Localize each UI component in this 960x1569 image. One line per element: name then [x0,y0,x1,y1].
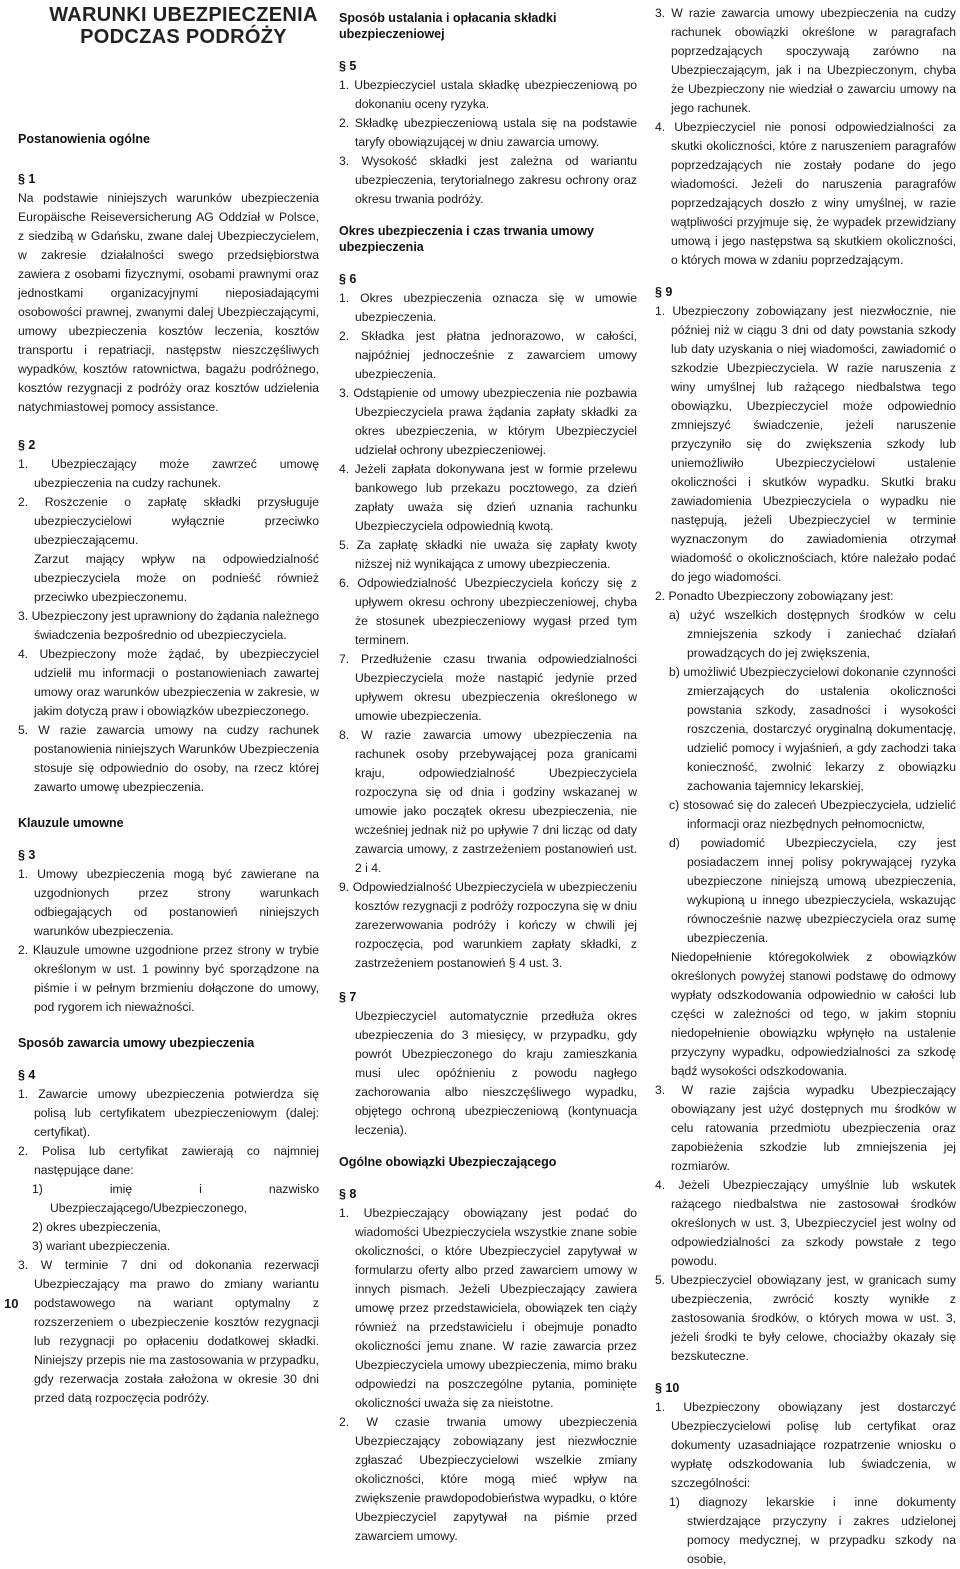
section-heading-general: Postanowienia ogólne [18,132,150,146]
column-3 [655,0,956,1566]
list-item: 2. Składkę ubezpieczeniową ustala się na podstawie taryfy obowiązującej w dniu zawarcia umowy. [339,116,637,149]
list-item: 1. Ubezpieczający może zawrzeć umowę ubezpieczenia na cudzy rachunek. [18,457,319,490]
list-item-continuation: Zarzut mający wpływ na odpowiedzialność ubezpieczyciela może on podnieść również przeciwko ubezpieczonemu. [34,552,319,604]
list-item: 8. W razie zawarcia umowy ubezpieczenia na rachunek osoby przebywającej poza granicami kraju, odpowiedzialność Ubezpieczyciela rozpoczyna się od dnia i godziny wskazanej w umowie jako początek okresu ubezpieczenia, nie wcześniej jednak niż po upływie 7 dni licząc od daty zawarcia umowy, z zastrzeżeniem postanowień ust. 2 i 4. [339,728,637,875]
sub-list-item: 1) imię i nazwisko Ubezpieczającego/Ubezpieczonego, [32,1182,319,1215]
section-heading-period: Okres ubezpieczenia i czas trwania umowy ubezpieczenia [339,224,594,254]
list-item: 4. Jeżeli zapłata dokonywana jest w formie przelewu bankowego lub przekazu pocztowego, za dzień zapłaty uważa się dzień uznania rachunku Ubezpieczyciela odpowiednią kwotą. [339,462,637,533]
section-heading-obligations: Ogólne obowiązki Ubezpieczającego [339,1155,557,1169]
list-item: 1. Ubezpieczony obowiązany jest dostarczyć Ubezpieczycielowi polisę lub certyfikat oraz dokumenty uzasadniające rozpatrzenie wniosku o wypłatę odszkodowania lub świadczenia, w szczególności: [655,1400,956,1490]
document-title [18,4,319,48]
list-item: 3. Wysokość składki jest zależna od wariantu ubezpieczenia, terytorialnego zakresu ochrony oraz okresu trwania podróży. [339,154,637,206]
list-item: 1. Okres ubezpieczenia oznacza się w umowie ubezpieczenia. [339,291,637,324]
paragraph-8-number: § 8 [339,1187,357,1201]
list-item: 2. W czasie trwania umowy ubezpieczenia Ubezpieczający zobowiązany jest niezwłocznie zgłaszać Ubezpieczycielowi wszelkie zmiany okoliczności, które mogą mieć wpływ na zwiększenie prawdopodobieństwa wypadku, o które Ubezpieczyciel zapytywał na piśmie przed zawarciem umowy. [339,1415,637,1543]
sub-list-item: 1) diagnozy lekarskie i inne dokumenty stwierdzające przyczyny i zakres udzielonej pomocy medycznej, w przypadku szkody na osobie, [669,1495,956,1566]
list-item: 9. Odpowiedzialność Ubezpieczyciela w ubezpieczeniu kosztów rezygnacji z podróży rozpoczyna się w dniu zarezerwowania podróży i kończy w chwili jej rozpoczęcia, pod warunkiem zapłaty składki, z zastrzeżeniem postanowień § 4 ust. 3. [339,880,637,970]
list-item: 3. Ubezpieczony jest uprawniony do żądania należnego świadczenia bezpośrednio od ubezpieczyciela. [18,609,319,642]
list-item-continuation: Niedopełnienie któregokolwiek z obowiązków określonych powyżej stanowi podstawę do odmowy wypłaty odszkodowania odpowiednio w całości lub części w zależności od tego, w jakim stopniu niedopełnienie obowiązku wpłynęło na ustalenie przyczyny wypadku, odpowiedzialności za szkodę bądź wysokości odszkodowania. [671,950,956,1078]
section-heading-conclusion: Sposób zawarcia umowy ubezpieczenia [18,1036,255,1050]
sub-list-item: a) użyć wszelkich dostępnych środków w celu zmniejszenia szkody i zaniechać działań prowadzących do jej zwiększenia, [669,608,956,660]
title-line-1: WARUNKI UBEZPIECZENIA [49,4,318,26]
sub-list-item: b) umożliwić Ubezpieczycielowi dokonanie czynności zmierzających do ustalenia okoliczności powstania szkody, zasadności i wysokości roszczenia, dostarczyć oryginalną dokumentację, udzielić pomocy i wyjaśnień, a gdy zachodzi taka konieczność, zwolnić lekarzy z obowiązku zachowania tajemnicy lekarskiej, [669,665,956,793]
paragraph-3-number: § 3 [18,848,36,862]
list-item: 7. Przedłużenie czasu trwania odpowiedzialności Ubezpieczyciela może nastąpić jedynie przed upływem okresu ubezpieczenia określonego w umowie ubezpieczenia. [339,652,637,723]
list-item: 3. W razie zawarcia umowy ubezpieczenia na cudzy rachunek obowiązki określone w paragrafach poprzedzających spoczywają zarówno na Ubezpieczającym, jak i na Ubezpieczonym, chyba że Ubezpieczony nie wiedział o zawarciu umowy na jego rachunek. [655,6,956,115]
list-item: 5. W razie zawarcia umowy na cudzy rachunek postanowienia niniejszych Warunków Ubezpieczenia stosuje się odpowiednio do osoby, na rzecz której zawarto umowę ubezpieczenia. [18,723,319,794]
paragraph-5-number: § 5 [339,59,357,73]
list-item: 3. Odstąpienie od umowy ubezpieczenia nie pozbawia Ubezpieczyciela prawa żądania zapłaty składki za okres ubezpieczenia, w którym Ubezpieczyciel udzielał ochrony ubezpieczeniowej. [339,386,637,457]
paragraph-7-text: Ubezpieczyciel automatycznie przedłuża okres ubezpieczenia do 3 miesięcy, w przypadku, gdy powrót Ubezpieczonego do kraju zamieszkania musi ulec opóźnieniu z powodu nagłego zachorowania albo nieszczęśliwego wypadku, objętego ochroną ubezpieczeniową (kontynuacja leczenia). [355,1009,637,1137]
list-item: 1. Ubezpieczony zobowiązany jest niezwłocznie, nie później niż w ciągu 3 dni od daty powstania szkody lub daty uzyskania o niej wiadomości, zawiadomić o szkodzie Ubezpieczyciela. W razie naruszenia z winy umyślnej lub rażącego niedbalstwa tego obowiązku, Ubezpieczyciel może odpowiednio zmniejszyć świadczenie, jeżeli naruszenie przyczyniło się do zwiększenia szkody lub uniemożliwiło Ubezpieczycielowi ustalenie okoliczności i skutków wypadku. Skutki braku zawiadomienia Ubezpieczyciela o wypadku nie następują, jeżeli Ubezpieczyciel w terminie wyznaczonym do zawiadomienia otrzymał wiadomość o okolicznościach, które należało podać do jego wiadomości. [655,304,956,584]
list-item: 5. Ubezpieczyciel obowiązany jest, w granicach sumy ubezpieczenia, zwrócić koszty wynikłe z zastosowania środków, o których mowa w ust. 3, jeżeli środki te były celowe, chociażby okazały się bezskuteczne. [655,1273,956,1363]
list-item: 1. Ubezpieczyciel ustala składkę ubezpieczeniową po dokonaniu oceny ryzyka. [339,78,637,111]
list-item: 6. Odpowiedzialność Ubezpieczyciela kończy się z upływem okresu ochrony ubezpieczeniowej, chyba że stosunek ubezpieczeniowy wygasł przed tym terminem. [339,576,637,647]
paragraph-10-number: § 10 [655,1381,680,1395]
list-item: 2. Roszczenie o zapłatę składki przysługuje ubezpieczycielowi wyłącznie przeciwko ubezpieczającemu. [18,495,319,547]
list-item: 3. W terminie 7 dni od dokonania rezerwacji Ubezpieczający ma prawo do zmiany wariantu podstawowego na wariant optymalny z rozszerzeniem o ubezpieczenie kosztów rezygnacji lub rezygnacji po opłaceniu dodatkowej składki. Niniejszy przepis nie ma zastosowania w przypadku, gdy rezerwacja została założona w okresie 30 dni przed datą rozpoczęcia podróży. [18,1258,319,1405]
title-line-2: PODCZAS PODRÓŻY [80,26,287,48]
list-item: 2. Klauzule umowne uzgodnione przez strony w trybie określonym w ust. 1 powinny być sporządzone na piśmie i w pełnym brzmieniu dołączone do umowy, pod rygorem ich nieważności. [18,943,319,1014]
column-1 [18,0,319,1405]
paragraph-2-number: § 2 [18,438,36,452]
list-item: 2. Składka jest płatna jednorazowo, w całości, najpóźniej jednocześnie z zawarciem umowy ubezpieczenia. [339,329,637,381]
list-item: 1. Umowy ubezpieczenia mogą być zawierane na uzgodnionych przez strony warunkach odbiegających od postanowień niniejszych warunków ubezpieczenia. [18,867,319,938]
sub-list-item: c) stosować się do zaleceń Ubezpieczyciela, udzielić informacji oraz niezbędnych pełnomocnictw, [669,798,956,831]
list-item: 1. Zawarcie umowy ubezpieczenia potwierdza się polisą lub certyfikatem ubezpieczeniowym (dalej: certyfikat). [18,1087,319,1139]
paragraph-4-number: § 4 [18,1068,36,1082]
list-item: 4. Ubezpieczony może żądać, by ubezpieczyciel udzielił mu informacji o postanowieniach zawartej umowy oraz warunków ubezpieczenia w zakresie, w jakim dotyczą praw i obowiązków ubezpieczonego. [18,647,319,718]
sub-list-item: 3) wariant ubezpieczenia. [32,1239,171,1253]
page-number: 10 [4,1296,19,1311]
paragraph-1-number: § 1 [18,172,36,186]
list-item: 3. W razie zajścia wypadku Ubezpieczający obowiązany jest użyć dostępnych mu środków w celu ratowania przedmiotu ubezpieczenia oraz zapobieżenia szkodzie lub zmniejszenia jej rozmiarów. [655,1083,956,1173]
paragraph-9-number: § 9 [655,285,673,299]
paragraph-1-text: Na podstawie niniejszych warunków ubezpieczenia Europäische Reiseversicherung AG Oddział w Polsce, z siedzibą w Gdańsku, zwane dalej Ubezpieczycielem, w zakresie działalności swego przedsiębiorstwa zawiera z osobami fizycznymi, osobami prawnymi oraz jednostkami organizacyjnymi nieposiadającymi osobowości prawnej, zwanymi dalej Ubezpieczającymi, umowy ubezpieczenia kosztów leczenia, kosztów transportu i repatriacji, następstw nieszczęśliwych wypadków, kosztów ratownictwa, bagażu podróżnego, kosztów rezygnacji z podróży oraz kosztów udzielenia natychmiastowej pomocy assistance. [18,191,319,414]
list-item: 2. Ponadto Ubezpieczony zobowiązany jest: [655,589,894,603]
paragraph-7-number: § 7 [339,990,357,1004]
sub-list-item: d) powiadomić Ubezpieczyciela, czy jest posiadaczem innej polisy pokrywającej ryzyka ubezpieczone niniejszą umową ubezpieczenia, wykupioną u innego ubezpieczyciela, wskazując równocześnie nazwę ubezpieczyciela oraz sumę ubezpieczenia. [669,836,956,945]
list-item: 4. Jeżeli Ubezpieczający umyślnie lub wskutek rażącego niedbalstwa nie zastosował środków określonych w ust. 3, Ubezpieczyciel jest wolny od odpowiedzialności za szkody powstałe z tego powodu. [655,1178,956,1268]
paragraph-6-number: § 6 [339,272,357,286]
list-item: 5. Za zapłatę składki nie uważa się zapłaty kwoty niższej niż wynikająca z umowy ubezpieczenia. [339,538,637,571]
list-item: 4. Ubezpieczyciel nie ponosi odpowiedzialności za skutki okoliczności, które z naruszeniem paragrafów poprzedzających nie zostały podane do jego wiadomości. Jeżeli do naruszenia paragrafów poprzedzających doszło z winy umyślnej, w razie wątpliwości przyjmuje się, że wypadek przewidziany umową i jego następstwa są skutkiem okoliczności, o których mowa w zdaniu poprzedzającym. [655,120,956,267]
column-2 [339,0,637,1543]
list-item: 2. Polisa lub certyfikat zawierają co najmniej następujące dane: [18,1144,319,1177]
sub-list-item: 2) okres ubezpieczenia, [32,1220,161,1234]
section-heading-clauses: Klauzule umowne [18,816,124,830]
list-item: 1. Ubezpieczający obowiązany jest podać do wiadomości Ubezpieczyciela wszystkie znane sobie okoliczności, o które Ubezpieczyciel zapytywał w formularzu oferty albo przed zawarciem umowy w innych pismach. Jeżeli Ubezpieczający zawiera umowę przez przedstawiciela, obowiązek ten ciąży również na przedstawicielu i obejmuje ponadto okoliczności jemu znane. W razie zawarcia przez Ubezpieczyciela umowy ubezpieczenia, mimo braku odpowiedzi na poszczególne pytania, pominięte okoliczności uważa się za nieistotne. [339,1206,637,1410]
section-heading-premium: Sposób ustalania i opłacania składki ubezpieczeniowej [339,11,557,41]
